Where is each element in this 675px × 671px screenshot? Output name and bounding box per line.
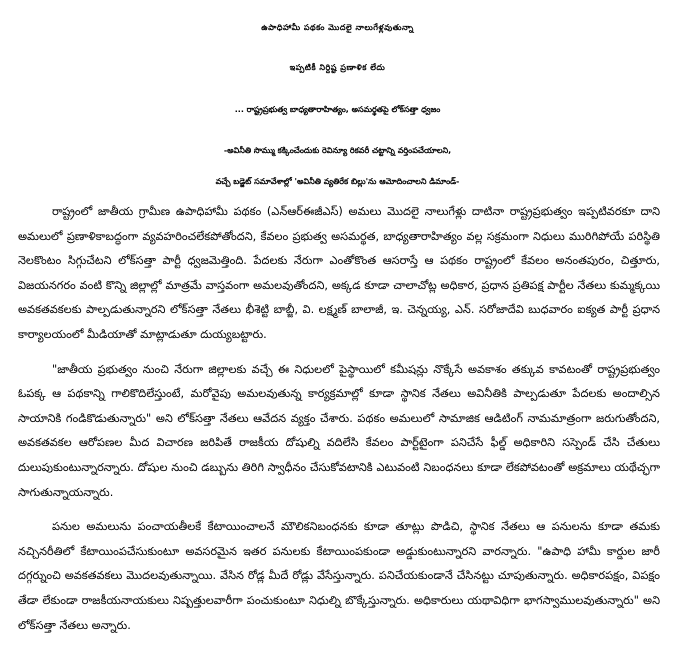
paragraph-1: రాష్ట్రంలో జాతీయ గ్రామీణ ఉపాధిహామీ పథకం (ఎన్ఆర్ఈజీఎస్) అమలు మొదలై నాలుగేళ్లు దాటినా రాష్ట్రప్రభుత్వం ఇప్పటివరకూ దాని అమలులో ప్రణాళికాబద్ధంగా వ్యవహరించలేకపోతోందని, కేవలం ప్రభుత్వ అసమర్థత, బాధ్యతారాహిత్యం వల్ల సక్రమంగా నిధులు మురిగిపోయే పరిస్థితి నెలకొంటం సిగ్గుచేటని లోక్‌సత్తా పార్టీ ధ్వజమెత్తింది. పేదలకు నేరుగా ఎంతోకొంత ఆసరాస్తే ఆ పథకం రాష్ట్రంలో కేవలం అనంతపురం, చిత్తూరు, విజయనగరం వంటి కొన్ని జిల్లాల్లో మాత్రమే వాస్తవంగా అమలవుతోందని, అక్కడ కూడా చాలాచోట్ల అధికార, ప్రధాన ప్రతిపక్ష పార్టీల నేతలు కుమ్మక్కయి అవకతవకలకు పాల్పడుతున్నారని లోక్‌సత్తా నేతలు భీశెట్టి బాబ్జీ, వి. లక్ష్మణ్ బాలాజీ, ఇ. చెన్నయ్య, ఎన్. సరోజాదేవి బుధవారం ఐక్యత పార్టీ ప్రధాన కార్యాలయంలో మీడియాతో మాట్లాడుతూ దుయ్యబట్టారు.: [18, 205, 660, 341]
headline-line-1: ఉపాధిహామీ పథకం మొదలై నాలుగేళ్లవుతున్నా: [261, 23, 414, 32]
paragraph-3: పనుల అమలును పంచాయతీలకే కేటాయించాలనే మౌలికనిబంధనకు కూడా తూట్లు పొడిచి, స్థానిక నేతలు ఆ పనులను కూడా తమకు నచ్చినరీతిలో కేటాయింపచేసుకుంటూ అవసరమైన ఇతర పనులకు కేటాయింపకుండా అడ్డుకుంటున్నారని వారన్నారు. "ఉపాధి హామీ కార్డుల జారీ దగ్గర్నుంచి అవకతవకలు మొదలవుతున్నాయి. వేసిన రోడ్ల మీదే రోడ్లు వేసేస్తున్నారు. పనిచేయకుండానే చేసినట్టు చూపుతున్నారు. అధికారపక్షం, విపక్షం తేడా లేకుండా రాజకీయనాయకులు నిష్పత్తులవారీగా పంచుకుంటూ నిధుల్ని బొక్కేస్తున్నారు. అధికారులు యథావిధిగా భాగస్వాములవుతున్నారు" అని లోక్‌సత్తా నేతలు అన్నారు.: [18, 520, 660, 632]
kicker-line-1: -అవినీతి సొమ్ము కక్కించేందుకు రెవిన్యూ రికవరీ చట్టాన్ని వర్తింపచేయాలని,: [223, 146, 452, 155]
headline-line-2: ఇప్పటికీ నిర్దిష్ట ప్రణాళిక లేదు: [289, 63, 386, 72]
subheadline: ... రాష్ట్రప్రభుత్వ బాధ్యతారాహిత్యం, అసమర్థతపై లోక్‌సత్తా ధ్వజం: [234, 105, 441, 114]
article-body: [18, 200, 660, 638]
paragraph-2: "జాతీయ ప్రభుత్వం నుంచి నేరుగా జిల్లాలకు వచ్చే ఈ నిధులలో పైస్థాయిలో కమీషన్లు నొక్కేసే అవకాశం తక్కువ కావటంతో రాష్ట్రప్రభుత్వం ఓపక్క ఆ పథకాన్ని గాలికొదిలేస్తుంటే, మరోవైపు అమలవుతున్న కార్యక్రమాల్లో కూడా స్థానిక నేతలు అవినీతికి పాల్పడుతూ పేదలకు అందాల్సిన సాయానికి గండికొడుతున్నారు" అని లోక్‌సత్తా నేతలు ఆవేదన వ్యక్తం చేశారు. పథకం అమలులో సామాజిక ఆడిటింగ్ నామమాత్రంగా జరుగుతోందని, అవకతవకల ఆరోపణల మీద విచారణ జరిపితే రాజకీయ దోషుల్ని వదిలేసి కేవలం పార్ట్‌టైంగా పనిచేసే ఫీల్డ్ అధికారిని సస్పెండ్ చేసి చేతులు దులుపుకుంటున్నారన్నారు. దోషుల నుంచి డబ్బును తిరిగి స్వాధీనం చేసుకోవటానికి ఎటువంటి నిబంధనలు కూడా లేకపోవటంతో అక్రమాలు యథేచ్ఛగా సాగుతున్నాయన్నారు.: [18, 362, 660, 499]
kicker-line-2: వచ్చే బడ్జెట్ సమావేశాల్లో 'అవినీతి వ్యతిరేక బిల్లు'ను ఆమోదించాలని డిమాండ్-: [215, 177, 460, 186]
